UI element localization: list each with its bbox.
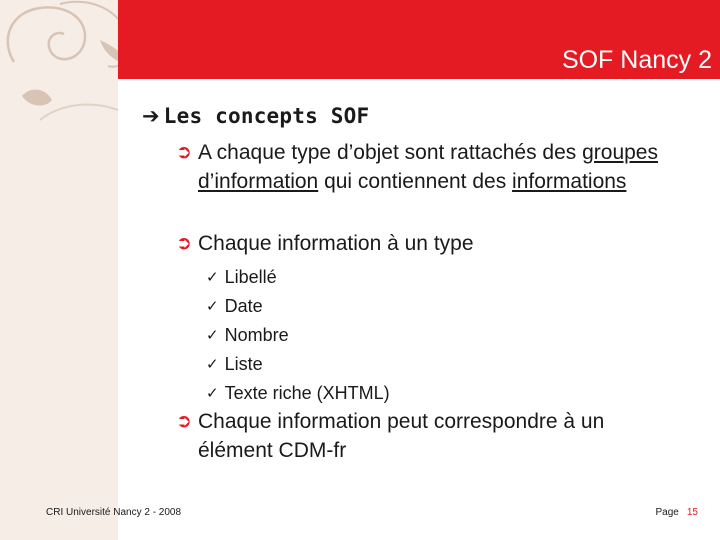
list-item [206,291,390,320]
page-label: Page [655,507,679,518]
list-item-label: Liste [224,353,263,374]
bullet-item [176,138,666,196]
bullet-text-part: A chaque type d’objet sont rattachés des [198,141,583,164]
list-item [206,378,390,407]
arrow-right-icon: ➔ [142,104,160,128]
checkmark-icon: ✓ [206,325,219,344]
checkmark-icon: ✓ [206,267,219,286]
bullet-item [176,407,666,465]
curved-arrow-icon: ➲ [176,410,192,432]
curved-arrow-icon: ➲ [176,232,192,254]
curved-arrow-icon: ➲ [176,141,192,163]
list-item-label: Libellé [224,266,277,287]
slide-heading-text: Les concepts SOF [163,104,370,128]
header-banner [118,0,720,79]
checkmark-icon: ✓ [206,354,219,373]
type-list [206,262,390,407]
groupes-information-link: groupes d’information [198,141,658,193]
page-number: 15 [686,507,698,518]
list-item [206,320,390,349]
list-item [206,349,390,378]
bullet-text-part: qui contiennent des [318,170,513,193]
bullet-text [176,138,666,196]
informations-link: informations [512,170,627,193]
list-item-label: Date [224,295,263,316]
bullet-item [176,229,666,258]
slide-heading [142,103,369,129]
list-item-label: Nombre [224,324,289,345]
bullet-text: Chaque information à un type [198,232,474,255]
bullet-text: Chaque information peut correspondre à un élément CDM-fr [198,410,605,462]
footer-page [656,507,698,518]
checkmark-icon: ✓ [206,383,219,402]
header-title: SOF Nancy 2 [561,46,712,74]
checkmark-icon: ✓ [206,296,219,315]
footer-left: CRI Université Nancy 2 - 2008 [46,507,182,518]
list-item-label: Texte riche (XHTML) [224,382,390,403]
list-item [206,262,390,291]
